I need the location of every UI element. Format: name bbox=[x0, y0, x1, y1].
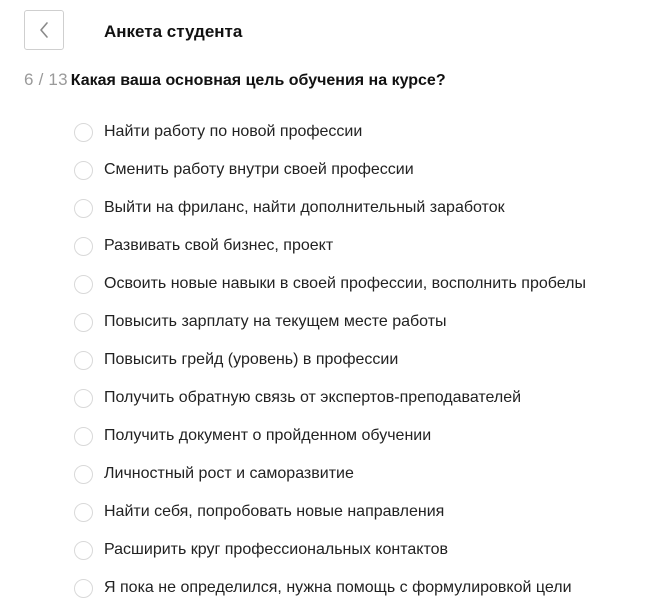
radio-button[interactable] bbox=[74, 199, 93, 218]
option-find-yourself[interactable] bbox=[74, 493, 586, 531]
option-label: Я пока не определился, нужна помощь с формулировкой цели bbox=[104, 579, 572, 596]
option-label: Получить обратную связь от экспертов-преподавателей bbox=[104, 389, 522, 406]
option-find-new-job[interactable] bbox=[74, 113, 586, 151]
option-new-skills[interactable] bbox=[74, 265, 586, 303]
option-label: Сменить работу внутри своей профессии bbox=[104, 161, 414, 178]
radio-button[interactable] bbox=[74, 389, 93, 408]
radio-button[interactable] bbox=[74, 351, 93, 370]
radio-button[interactable] bbox=[74, 237, 93, 256]
option-personal-growth[interactable] bbox=[74, 455, 586, 493]
option-label: Выйти на фриланс, найти дополнительный заработок bbox=[104, 199, 505, 216]
option-raise-grade[interactable] bbox=[74, 341, 586, 379]
option-label: Повысить грейд (уровень) в профессии bbox=[104, 351, 399, 368]
question-header bbox=[24, 70, 446, 90]
page-title: Анкета студента bbox=[104, 22, 243, 41]
question-counter: 6 / 13 bbox=[24, 70, 68, 89]
option-label: Получить документ о пройденном обучении bbox=[104, 427, 432, 444]
radio-button[interactable] bbox=[74, 313, 93, 332]
back-button[interactable] bbox=[24, 10, 64, 50]
radio-button[interactable] bbox=[74, 275, 93, 294]
option-get-certificate[interactable] bbox=[74, 417, 586, 455]
radio-button[interactable] bbox=[74, 161, 93, 180]
radio-button[interactable] bbox=[74, 541, 93, 560]
option-label: Найти работу по новой профессии bbox=[104, 123, 363, 140]
option-label: Найти себя, попробовать новые направления bbox=[104, 503, 445, 520]
option-label: Развивать свой бизнес, проект bbox=[104, 237, 334, 254]
chevron-left-icon bbox=[38, 21, 50, 39]
radio-button[interactable] bbox=[74, 579, 93, 598]
option-expand-contacts[interactable] bbox=[74, 531, 586, 569]
radio-button[interactable] bbox=[74, 503, 93, 522]
option-change-job-in-profession[interactable] bbox=[74, 151, 586, 189]
option-freelance[interactable] bbox=[74, 189, 586, 227]
radio-button[interactable] bbox=[74, 427, 93, 446]
option-label: Личностный рост и саморазвитие bbox=[104, 465, 354, 482]
radio-button[interactable] bbox=[74, 123, 93, 142]
option-label: Расширить круг профессиональных контактов bbox=[104, 541, 448, 558]
question-text: Какая ваша основная цель обучения на курсе? bbox=[70, 72, 446, 89]
option-expert-feedback[interactable] bbox=[74, 379, 586, 417]
option-raise-salary[interactable] bbox=[74, 303, 586, 341]
answer-options bbox=[74, 113, 586, 607]
option-undecided[interactable] bbox=[74, 569, 586, 607]
option-label: Повысить зарплату на текущем месте работы bbox=[104, 313, 447, 330]
option-label: Освоить новые навыки в своей профессии, восполнить пробелы bbox=[104, 275, 586, 292]
option-develop-business[interactable] bbox=[74, 227, 586, 265]
radio-button[interactable] bbox=[74, 465, 93, 484]
